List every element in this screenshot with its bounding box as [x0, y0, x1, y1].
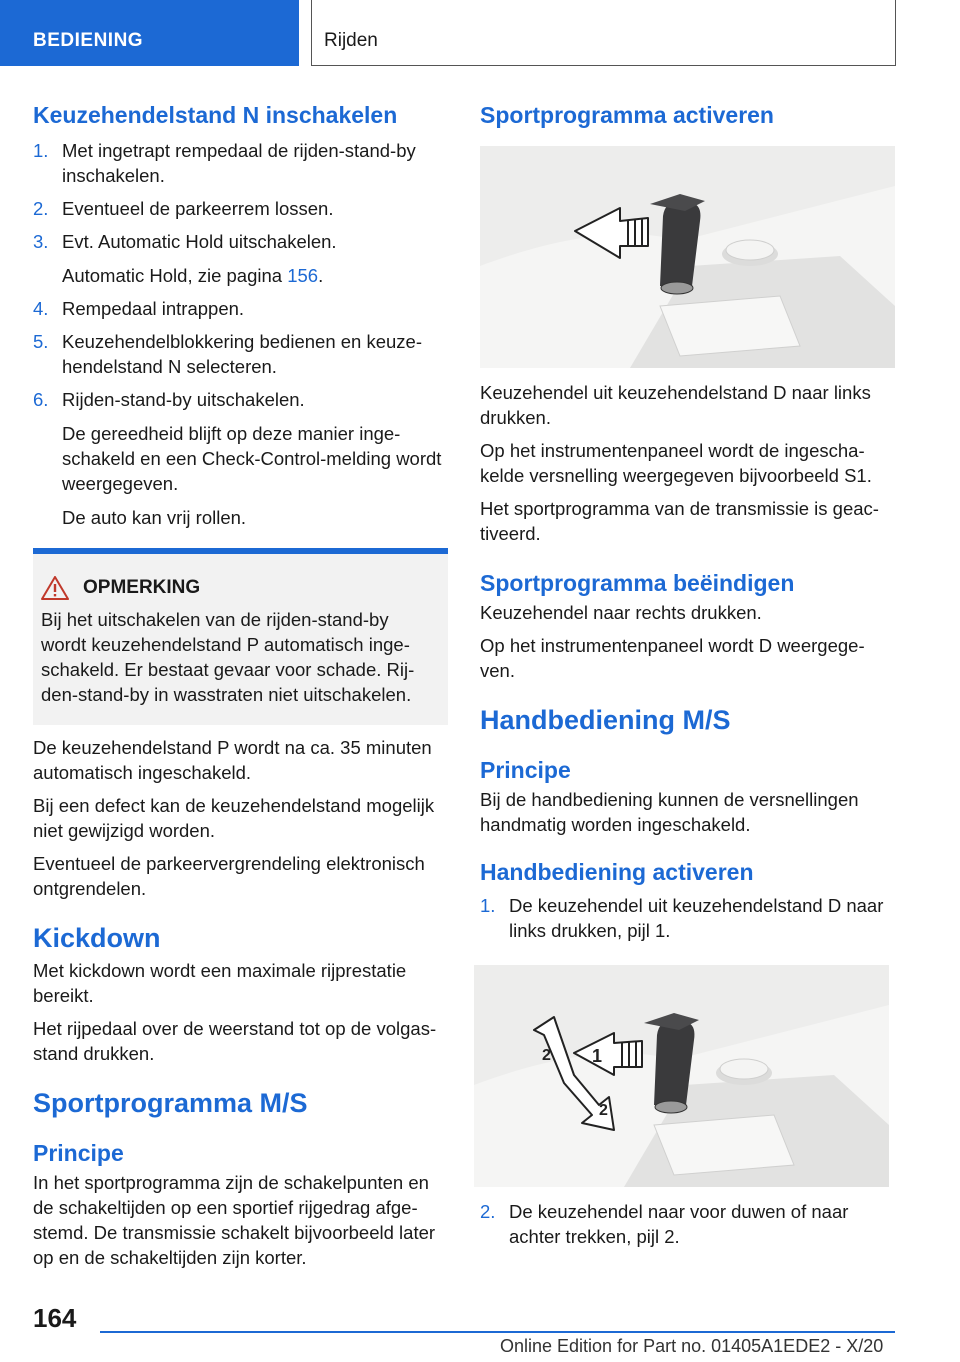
heading-kickdown: Kickdown — [33, 923, 161, 953]
heading-handbediening: Handbediening M/S — [480, 705, 731, 735]
list-item: 2. De keuzehendel naar voor duwen of naar achter trekken, pijl 2. — [480, 1201, 849, 1247]
list-item: 5. Keuzehendelblokkering bedienen en keuze-hendelstand N selecteren. — [33, 331, 422, 377]
heading-handbediening-activeren: Handbediening activeren — [480, 859, 754, 885]
footer-divider — [100, 1331, 895, 1333]
gear-selector-illustration — [480, 146, 895, 368]
list-item: 6. Rijden-stand-by uitschakelen. De gereedheid blijft op deze manier inge-schakeld en een Check-Control-melding wordt weergegeven. De auto kan vrij rollen. — [33, 387, 448, 530]
steps-list-n — [33, 138, 448, 530]
warning-icon — [41, 576, 69, 600]
page-number: 164 — [33, 1303, 77, 1333]
notice-box — [33, 548, 448, 725]
heading-principe: Principe — [33, 1140, 124, 1166]
paragraph: Het sportprogramma van de transmissie is geac-tiveerd. — [480, 498, 879, 544]
gear-selector-arrows-illustration — [474, 965, 889, 1187]
paragraph: De keuzehendelstand P wordt na ca. 35 minuten automatisch ingeschakeld. — [33, 737, 432, 783]
step-6-note-1: De gereedheid blijft op deze manier inge-schakeld en een Check-Control-melding wordt weergegeven. — [62, 423, 442, 494]
right-column — [480, 100, 895, 1249]
paragraph: Keuzehendel naar rechts drukken. — [480, 602, 762, 623]
paragraph: Met kickdown wordt een maximale rijprestatie bereikt. — [33, 960, 407, 1006]
paragraph: Op het instrumentenpaneel wordt D weergege-ven. — [480, 635, 865, 681]
step-3-note: Automatic Hold, zie pagina 156. — [62, 265, 324, 286]
left-column — [33, 100, 448, 1270]
heading-sport-beeindigen: Sportprogramma beëindigen — [480, 570, 795, 596]
arrow-2-label-bottom: 2 — [599, 1102, 608, 1119]
list-item: 1. Met ingetrapt rempedaal de rijden-stand-by inschakelen. — [33, 140, 416, 186]
heading-sport-activeren: Sportprogramma activeren — [480, 102, 774, 128]
heading-principe-handbediening: Principe — [480, 757, 571, 783]
paragraph: Het rijpedaal over de weerstand tot op de volgas-stand drukken. — [33, 1018, 437, 1064]
notice-title: OPMERKING — [83, 577, 201, 598]
list-item: 3. Evt. Automatic Hold uitschakelen. Automatic Hold, zie pagina 156. — [33, 229, 448, 288]
page-header — [0, 0, 960, 66]
chapter-tab[interactable]: Rijden — [311, 0, 896, 66]
gear-selector-figure-2 — [474, 965, 889, 1187]
page-link-156[interactable]: 156 — [287, 265, 319, 286]
paragraph: Bij de handbediening kunnen de versnellingen handmatig worden ingeschakeld. — [480, 789, 859, 835]
paragraph: Op het instrumentenpaneel wordt de ingescha-kelde versnelling weergegeven bijvoorbeeld S1. — [480, 440, 872, 486]
arrow-2-label-top: 2 — [542, 1047, 551, 1064]
paragraph: Keuzehendel uit keuzehendelstand D naar links drukken. — [480, 382, 871, 428]
steps-list-handbediening-2 — [480, 1199, 895, 1249]
footer-edition: Online Edition for Part no. 01405A1EDE2 - X/20 — [500, 1336, 884, 1356]
list-item: 2. Eventueel de parkeerrem lossen. — [33, 198, 334, 219]
heading-sportprogramma: Sportprogramma M/S — [33, 1088, 308, 1118]
paragraph: Bij een defect kan de keuzehendelstand mogelijk niet gewijzigd worden. — [33, 795, 435, 841]
heading-n-inschakelen: Keuzehendelstand N inschakelen — [33, 102, 398, 128]
gear-selector-figure-1 — [480, 146, 895, 368]
notice-header — [41, 576, 438, 600]
list-item: 1. De keuzehendel uit keuzehendelstand D naar links drukken, pijl 1. — [480, 895, 884, 941]
step-6-note-2: De auto kan vrij rollen. — [62, 507, 247, 528]
arrow-1-label: 1 — [592, 1046, 603, 1066]
list-item: 4. Rempedaal intrappen. — [33, 298, 245, 319]
paragraph: Eventueel de parkeervergrendeling elektronisch ontgrendelen. — [33, 853, 425, 899]
steps-list-handbediening — [480, 893, 895, 943]
notice-text: Bij het uitschakelen van de rijden-stand-by wordt keuzehendelstand P automatisch inge-schakeld. Er bestaat gevaar voor schade. Rij-den-stand-by in wasstraten niet uitschakelen. — [41, 609, 415, 705]
paragraph: In het sportprogramma zijn de schakelpunten en de schakeltijden op een sportief rijgedrag afge-stemd. De transmissie schakelt bijvoorbeeld later op en de schakeltijden zijn korter. — [33, 1172, 436, 1268]
section-tab[interactable]: BEDIENING — [0, 0, 299, 66]
